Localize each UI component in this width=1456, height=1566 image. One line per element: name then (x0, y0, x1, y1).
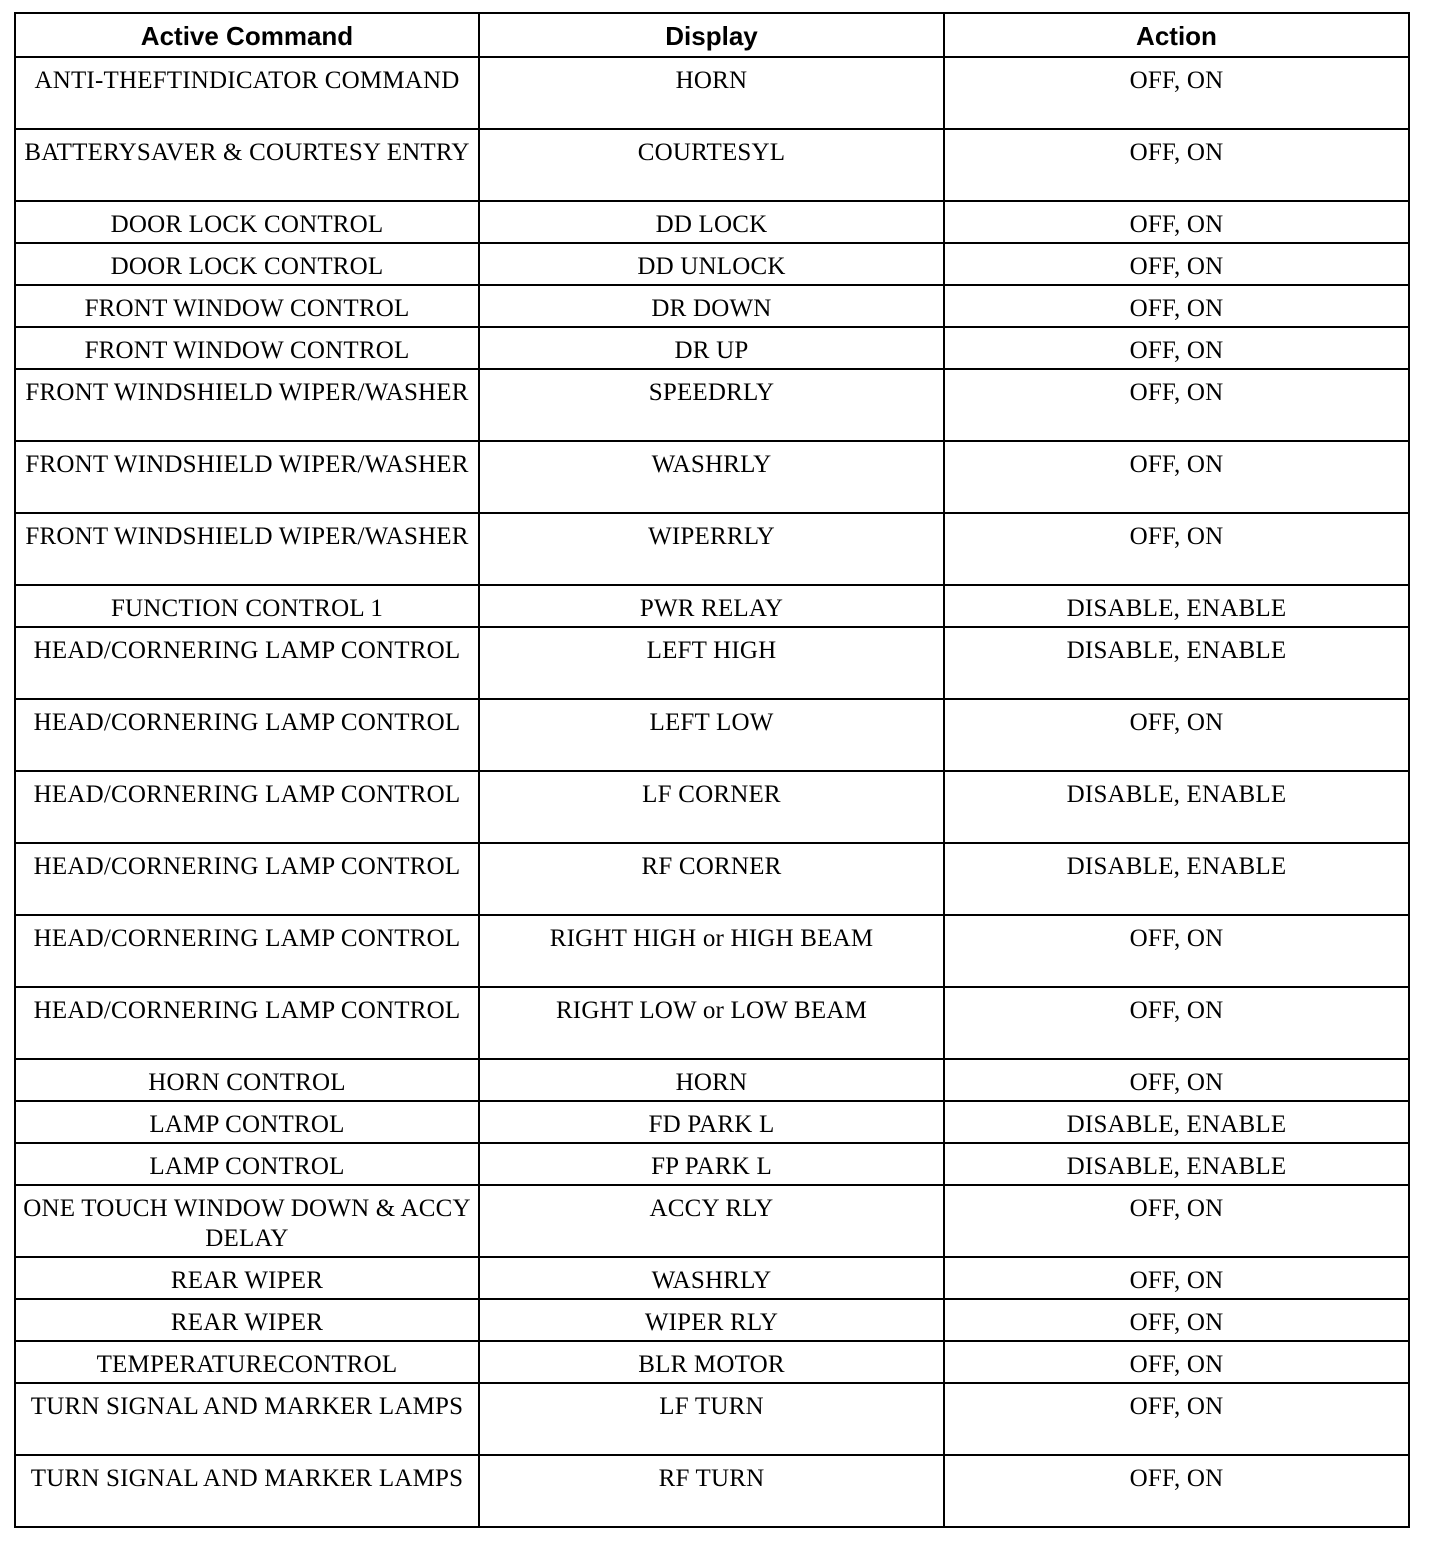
cell-action: DISABLE, ENABLE (944, 627, 1409, 699)
cell-active-command: HEAD/CORNERING LAMP CONTROL (15, 843, 479, 915)
cell-active-command: DOOR LOCK CONTROL (15, 243, 479, 285)
cell-active-command: LAMP CONTROL (15, 1101, 479, 1143)
cell-display: RF CORNER (479, 843, 944, 915)
table-row (15, 1299, 1409, 1341)
cell-display: WASHRLY (479, 441, 944, 513)
cell-display: PWR RELAY (479, 585, 944, 627)
table-row (15, 129, 1409, 201)
table-row (15, 1143, 1409, 1185)
cell-active-command: FRONT WINDOW CONTROL (15, 285, 479, 327)
cell-active-command: TEMPERATURECONTROL (15, 1341, 479, 1383)
table-row (15, 1455, 1409, 1527)
table-row (15, 1101, 1409, 1143)
cell-action: OFF, ON (944, 1299, 1409, 1341)
cell-display: LF CORNER (479, 771, 944, 843)
cell-active-command: HEAD/CORNERING LAMP CONTROL (15, 627, 479, 699)
active-command-table (14, 12, 1410, 1528)
table-row (15, 771, 1409, 843)
table-header (15, 13, 1409, 57)
cell-display: LF TURN (479, 1383, 944, 1455)
table-row (15, 1185, 1409, 1257)
table-row (15, 585, 1409, 627)
cell-action: OFF, ON (944, 915, 1409, 987)
cell-active-command: TURN SIGNAL AND MARKER LAMPS (15, 1383, 479, 1455)
cell-action: DISABLE, ENABLE (944, 843, 1409, 915)
cell-action: OFF, ON (944, 1341, 1409, 1383)
table-row (15, 243, 1409, 285)
cell-action: DISABLE, ENABLE (944, 1101, 1409, 1143)
cell-display: HORN (479, 1059, 944, 1101)
cell-active-command: FUNCTION CONTROL 1 (15, 585, 479, 627)
cell-display: DD LOCK (479, 201, 944, 243)
cell-action: DISABLE, ENABLE (944, 585, 1409, 627)
cell-action: OFF, ON (944, 1455, 1409, 1527)
cell-action: OFF, ON (944, 1185, 1409, 1257)
cell-display: HORN (479, 57, 944, 129)
cell-active-command: ONE TOUCH WINDOW DOWN & ACCY DELAY (15, 1185, 479, 1257)
cell-action: OFF, ON (944, 369, 1409, 441)
cell-display: FD PARK L (479, 1101, 944, 1143)
header-row (15, 13, 1409, 57)
cell-action: OFF, ON (944, 513, 1409, 585)
cell-display: WIPER RLY (479, 1299, 944, 1341)
cell-action: OFF, ON (944, 1383, 1409, 1455)
table-row (15, 369, 1409, 441)
cell-active-command: LAMP CONTROL (15, 1143, 479, 1185)
cell-display: FP PARK L (479, 1143, 944, 1185)
cell-display: LEFT HIGH (479, 627, 944, 699)
table-row (15, 1059, 1409, 1101)
cell-active-command: ANTI-THEFTINDICATOR COMMAND (15, 57, 479, 129)
active-command-table-container (14, 12, 1408, 1528)
cell-active-command: BATTERYSAVER & COURTESY ENTRY (15, 129, 479, 201)
cell-display: COURTESYL (479, 129, 944, 201)
cell-active-command: TURN SIGNAL AND MARKER LAMPS (15, 1455, 479, 1527)
cell-active-command: HEAD/CORNERING LAMP CONTROL (15, 987, 479, 1059)
cell-action: OFF, ON (944, 1257, 1409, 1299)
cell-active-command: FRONT WINDSHIELD WIPER/WASHER (15, 441, 479, 513)
cell-action: OFF, ON (944, 987, 1409, 1059)
cell-active-command: HEAD/CORNERING LAMP CONTROL (15, 771, 479, 843)
cell-display: WIPERRLY (479, 513, 944, 585)
cell-active-command: REAR WIPER (15, 1257, 479, 1299)
table-row (15, 441, 1409, 513)
cell-action: DISABLE, ENABLE (944, 771, 1409, 843)
cell-action: OFF, ON (944, 1059, 1409, 1101)
cell-action: OFF, ON (944, 243, 1409, 285)
cell-active-command: HEAD/CORNERING LAMP CONTROL (15, 915, 479, 987)
header-display: Display (479, 13, 944, 57)
table-body (15, 57, 1409, 1527)
table-row (15, 915, 1409, 987)
cell-display: DR DOWN (479, 285, 944, 327)
cell-display: WASHRLY (479, 1257, 944, 1299)
table-row (15, 1383, 1409, 1455)
table-row (15, 57, 1409, 129)
table-row (15, 201, 1409, 243)
table-row (15, 843, 1409, 915)
cell-display: BLR MOTOR (479, 1341, 944, 1383)
cell-active-command: FRONT WINDSHIELD WIPER/WASHER (15, 513, 479, 585)
cell-action: OFF, ON (944, 699, 1409, 771)
table-row (15, 627, 1409, 699)
table-row (15, 1257, 1409, 1299)
header-active-command: Active Command (15, 13, 479, 57)
cell-action: OFF, ON (944, 129, 1409, 201)
table-row (15, 327, 1409, 369)
cell-active-command: HEAD/CORNERING LAMP CONTROL (15, 699, 479, 771)
cell-display: RIGHT HIGH or HIGH BEAM (479, 915, 944, 987)
cell-active-command: HORN CONTROL (15, 1059, 479, 1101)
cell-display: RF TURN (479, 1455, 944, 1527)
cell-action: OFF, ON (944, 201, 1409, 243)
cell-action: OFF, ON (944, 57, 1409, 129)
cell-display: RIGHT LOW or LOW BEAM (479, 987, 944, 1059)
cell-display: SPEEDRLY (479, 369, 944, 441)
cell-action: DISABLE, ENABLE (944, 1143, 1409, 1185)
table-row (15, 699, 1409, 771)
table-row (15, 285, 1409, 327)
cell-display: DD UNLOCK (479, 243, 944, 285)
cell-display: ACCY RLY (479, 1185, 944, 1257)
cell-action: OFF, ON (944, 327, 1409, 369)
cell-active-command: FRONT WINDOW CONTROL (15, 327, 479, 369)
cell-active-command: DOOR LOCK CONTROL (15, 201, 479, 243)
cell-display: LEFT LOW (479, 699, 944, 771)
cell-display: DR UP (479, 327, 944, 369)
cell-action: OFF, ON (944, 285, 1409, 327)
table-row (15, 513, 1409, 585)
header-action: Action (944, 13, 1409, 57)
cell-active-command: REAR WIPER (15, 1299, 479, 1341)
table-row (15, 987, 1409, 1059)
table-row (15, 1341, 1409, 1383)
cell-action: OFF, ON (944, 441, 1409, 513)
cell-active-command: FRONT WINDSHIELD WIPER/WASHER (15, 369, 479, 441)
